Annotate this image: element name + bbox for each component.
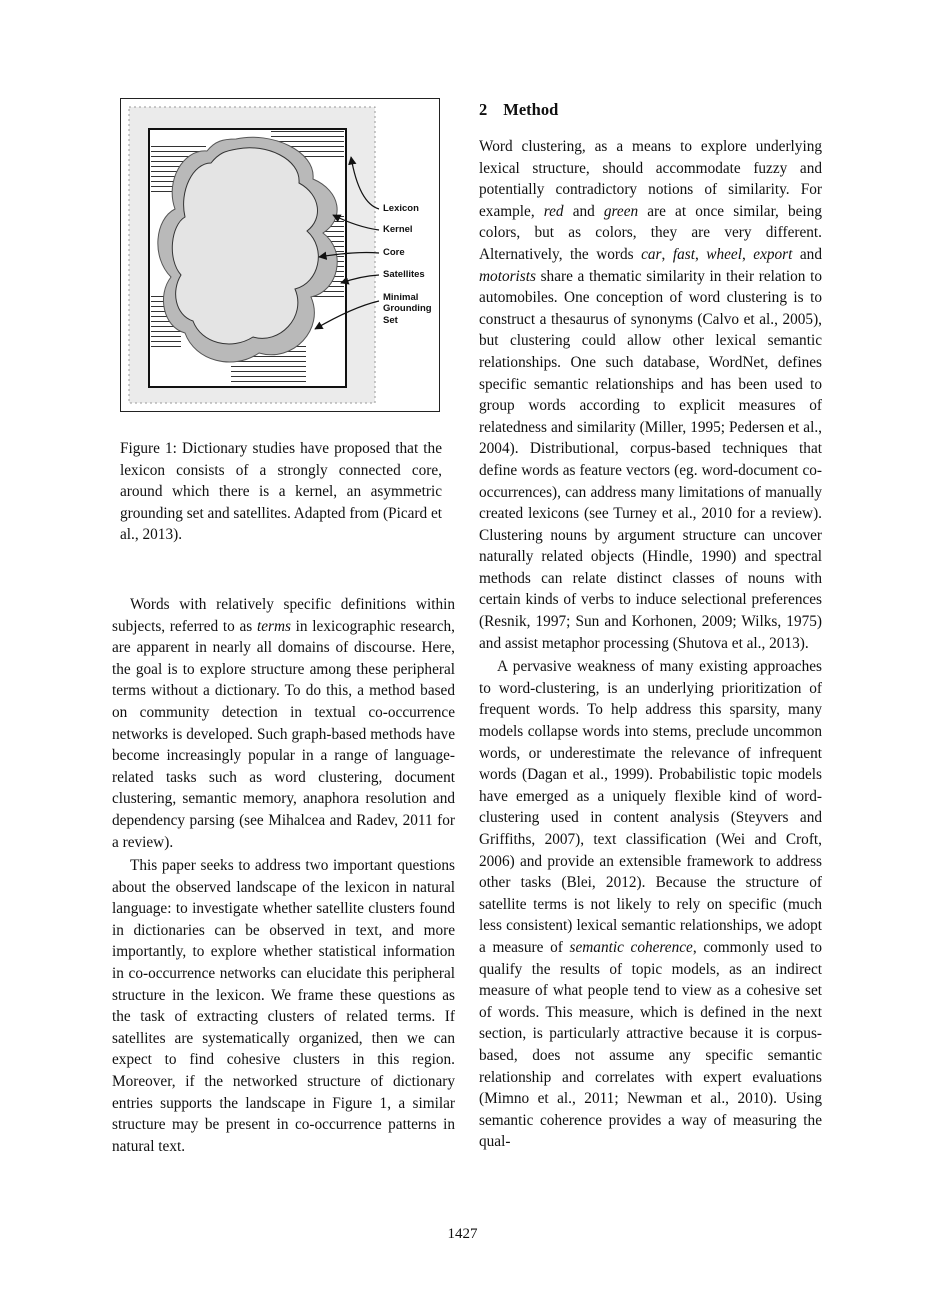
right-column-text [479,136,822,1153]
left-column [112,98,455,1159]
figure-label-core: Core [383,247,405,258]
paragraph-left-1: Words with relatively specific definitions within subjects, referred to as terms in lexicographic research, are apparent in nearly all domains of discourse. Here, the goal is to explore structure among these peripheral terms without a dictionary. To do this, a method based on community detection in textual co-occurrence networks is developed. Such graph-based methods have become increasingly popular in a range of language-related tasks such as word clustering, document clustering, semantic memory, anaphora resolution and dependency parsing (see Mihalcea and Radev, 2011 for a review). [112,595,456,851]
paragraph-right-2: A pervasive weakness of many existing approaches to word-clustering, is an underlying prioritization of frequent words. To help address this sparsity, many models collapse words into stems, preclude uncommon words, or underestimate the relevance of infrequent words (Dagan et al., 1999). Probabilistic topic models have emerged as a uniquely flexible kind of word-clustering used in content analysis (Steyvers and Griffiths, 2007), text classification (Wei and Croft, 2006) and provide an extensible framework to address other tasks (Blei, 2012). Because the structure of satellite terms is not likely to rely on specific (much less consistent) lexical semantic relationships, we adopt a measure of semantic coherence, commonly used to qualify the results of topic models, as an indirect measure of what people tend to view as a cohesive set of words. This measure, which is defined in the next section, is particularly attractive because it is corpus-based, does not assume any specific semantic relationship and correlates with expert evaluations (Mimno et al., 2011; Newman et al., 2010). Using semantic coherence provides a way of measuring the qual- [479,658,823,1151]
section-number: 2 [479,100,488,119]
figure-1-caption: Figure 1: Dictionary studies have proposed that the lexicon consists of a strongly connected core, around which there is a kernel, an asymmetric grounding set and satellites. Adapted from (Picard et al., 2013). [120,440,443,544]
section-heading [479,100,822,120]
paragraph-left-2: This paper seeks to address two important questions about the observed landscape of the lexicon in natural language: to investigate whether satellite clusters found in dictionaries can be observed in text, and more importantly, to explore whether statistical information in co-occurrence networks can elucidate this peripheral structure in the lexicon. We frame these questions as the task of extracting clusters of related terms. If satellites are systematically organized, then we can expect to find cohesive clusters in this region. Moreover, if the networked structure of dictionary entries supports the landscape in Figure 1, a similar structure may be present in co-occurrence patterns in natural text. [112,857,455,1155]
figure-1-diagram [120,98,440,412]
left-column-text [112,594,455,1157]
page-number: 1427 [447,1226,478,1242]
figure-label-satellites: Satellites [383,269,425,280]
figure-label-kernel: Kernel [383,224,413,235]
figure-label-minimal-grounding-set: Minimal Grounding Set [383,292,432,326]
right-column [479,98,822,1159]
figure-label-lexicon: Lexicon [383,203,419,214]
paragraph-right-1: Word clustering, as a means to explore underlying lexical structure, should accommodate fuzzy and potentially contradictory notions of similarity. For example, red and green are at once similar, being colors, but as colors, they are very different. Alternatively, the words car, fast, wheel, export and motorists share a thematic similarity in their relation to automobiles. One conception of word clustering is to construct a thesaurus of synonyms (Calvo et al., 2005), but clustering could allow other lexical semantic relationships. One such database, WordNet, defines specific semantic relationships and has been used to group words according to explicit measures of relatedness and similarity (Miller, 1995; Pedersen et al., 2004). Distributional, corpus-based techniques that define words as feature vectors (eg. word-document co-occurrences), can address many limitations of manually created lexicons (see Turney et al., 2010 for a review). Clustering nouns by argument structure can uncover naturally related objects (Hindle, 1990) and spectral methods can relate distinct classes of nouns with certain kinds of verbs to induce selectional preferences (Resnik, 1997; Sun and Korhonen, 2009; Wilks, 1975) and assist metaphor processing (Shutova et al., 2013). [479,138,822,652]
section-title: Method [503,100,559,119]
two-column-content [112,98,822,1159]
